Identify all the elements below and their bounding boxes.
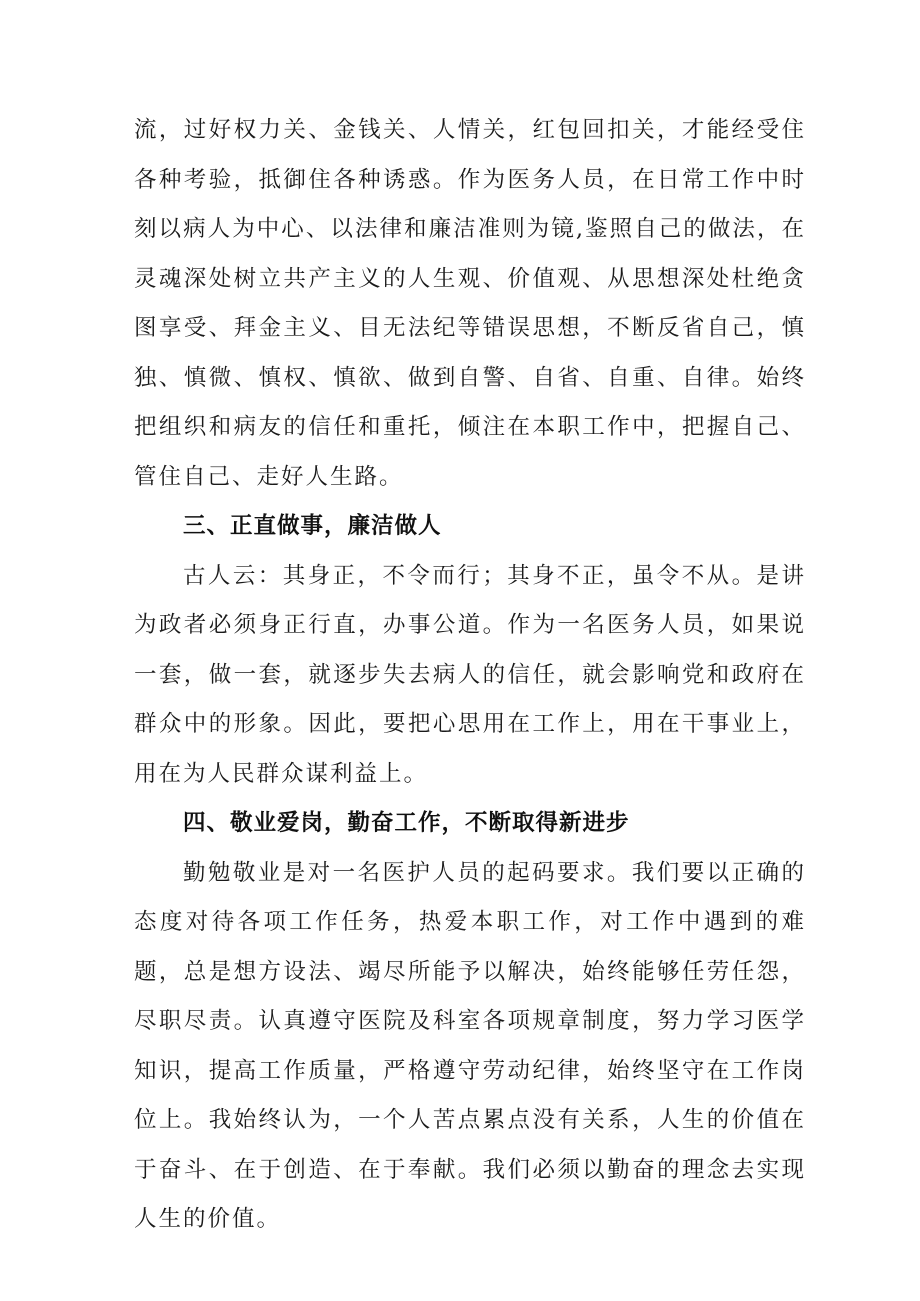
section-heading-3: 三、正直做事，廉洁做人 bbox=[183, 513, 442, 539]
document-body bbox=[134, 106, 806, 1245]
section-body-4: 勤勉敬业是对一名医护人员的起码要求。我们要以正确的态度对待各项工作任务，热爱本职工作，对工作中遇到的难题，总是想方设法、竭尽所能予以解决，始终能够任劳任怨，尽职尽责。认真遵守医院及科室各项规章制度，努力学习医学知识，提高工作质量，严格遵守劳动纪律，始终坚守在工作岗位上。我始终认为，一个人苦点累点没有关系，人生的价值在于奋斗、在于创造、在于奉献。我们必须以勤奋的理念去实现人生的价值。 bbox=[134, 859, 806, 1232]
paragraph-continuation: 流，过好权力关、金钱关、人情关，红包回扣关，才能经受住各种考验，抵御住各种诱惑。作为医务人员，在日常工作中时刻以病人为中心、以法律和廉洁准则为镜,鉴照自己的做法，在灵魂深处树立共产主义的人生观、价值观、从思想深处杜绝贪图享受、拜金主义、目无法纪等错误思想，不断反省自己，慎独、慎微、慎权、慎欲、做到自警、自省、自重、自律。始终把组织和病友的信任和重托，倾注在本职工作中，把握自己、管住自己、走好人生路。 bbox=[134, 117, 806, 490]
section-body-3: 古人云：其身正，不令而行；其身不正，虽令不从。是讲为政者必须身正行直，办事公道。作为一名医务人员，如果说一套，做一套，就逐步失去病人的信任，就会影响党和政府在群众中的形象。因此，要把心思用在工作上，用在干事业上，用在为人民群众谋利益上。 bbox=[134, 562, 806, 787]
section-heading-4: 四、敬业爱岗，勤奋工作，不断取得新进步 bbox=[183, 810, 630, 836]
